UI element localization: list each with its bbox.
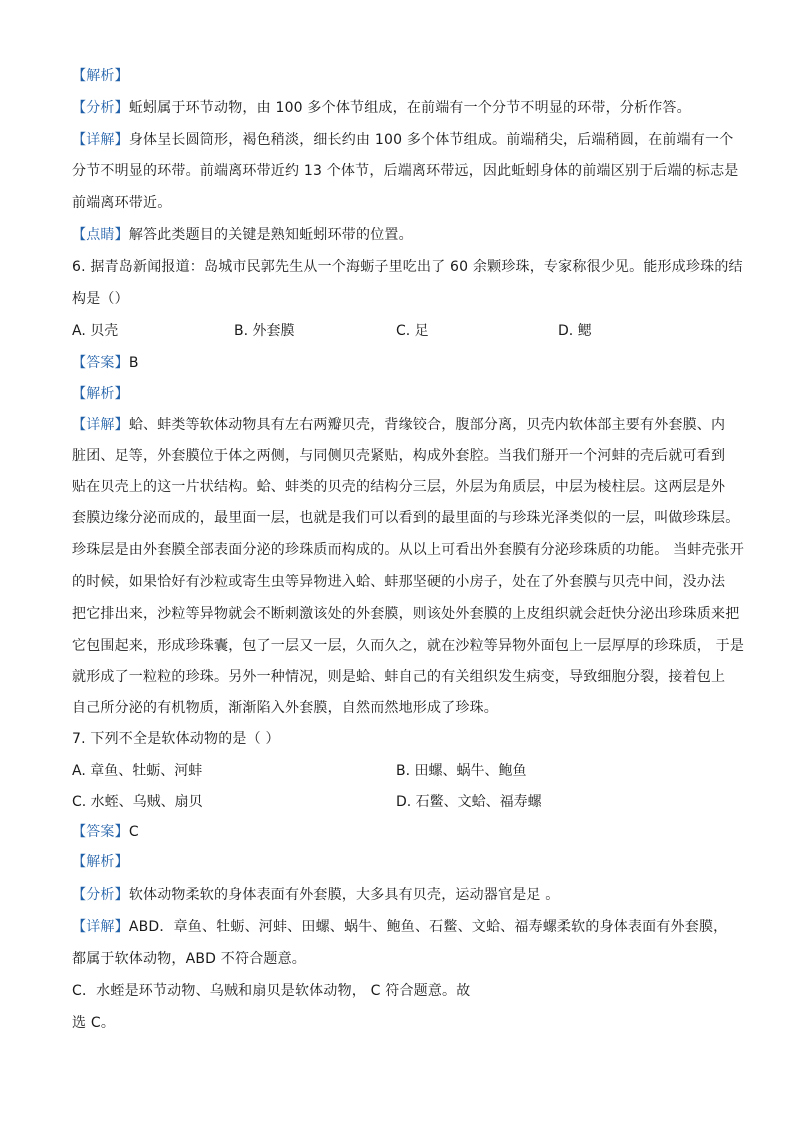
detail-line: 贴在贝壳上的这一片状结构。蛤、蚌类的贝壳的结构分三层，外层为角质层，中层为棱柱层。这两层是外 <box>72 479 726 495</box>
option-d: D. 鳃 <box>558 323 592 339</box>
question-stem: 构是（） <box>72 291 129 307</box>
detail-line: C．水蛭是环节动物、乌贼和扇贝是软体动物， C 符合题意。故 <box>72 983 471 999</box>
detail-text: 蛤、蚌类等软体动物具有左右两瓣贝壳，背缘铰合，腹部分离，贝壳内软体部主要有外套膜、内 <box>128 417 726 433</box>
detail-line: 套膜边缘分泌而成的，最里面一层，也就是我们可以看到的最里面的与珍珠光泽类似的一层，叫做珍珠层。 <box>72 510 740 526</box>
fenxi-tag: 【分析】 <box>72 100 129 116</box>
detail-line <box>72 415 726 435</box>
option-d: D. 石鳖、文蛤、福寿螺 <box>396 794 542 810</box>
detail-line <box>72 130 734 150</box>
jiexi-tag: 【解析】 <box>72 854 129 870</box>
xiangjie-tag: 【详解】 <box>72 132 129 148</box>
answer-tag: 【答案】 <box>72 355 129 371</box>
answer-value: B <box>128 355 139 371</box>
analysis-text: 软体动物柔软的身体表面有外套膜，大多具有贝壳，运动器官是足 。 <box>128 887 560 903</box>
detail-line: 就形成了一粒粒的珍珠。另外一种情况，则是蛤、蚌自己的有关组织发生病变，导致细胞分裂，接着包上 <box>72 669 726 685</box>
option-c: C. 水蛭、乌贼、扇贝 <box>72 794 203 810</box>
remark-line <box>72 225 722 245</box>
detail-line: 选 C。 <box>72 1015 116 1031</box>
option-b: B. 田螺、蜗牛、鲍鱼 <box>396 763 527 779</box>
option-a: A. 章鱼、牡蛎、河蚌 <box>72 763 203 779</box>
question-stem: 7. 下列不全是软体动物的是（ ） <box>72 731 280 747</box>
xiangjie-tag: 【详解】 <box>72 919 129 935</box>
detail-text: 身体呈长圆筒形，褐色稍淡，细长约由 100 多个体节组成。前端稍尖，后端稍圆，在前端有一个 <box>128 132 734 148</box>
analysis-text: 蚯蚓属于环节动物，由 100 多个体节组成，在前端有一个分节不明显的环带，分析作答。 <box>128 100 691 116</box>
jiexi-tag: 【解析】 <box>72 68 129 84</box>
detail-line: 自己所分泌的有机物质，渐渐陷入外套膜，自然而然地形成了珍珠。 <box>72 700 498 716</box>
jiexi-tag: 【解析】 <box>72 386 129 402</box>
detail-line: 都属于软体动物，ABD 不符合题意。 <box>72 951 307 967</box>
detail-line: 前端离环带近。 <box>72 195 172 211</box>
option-b: B. 外套膜 <box>234 323 295 339</box>
analysis-line <box>72 885 722 905</box>
xiangjie-tag: 【详解】 <box>72 417 129 433</box>
question-stem: 6. 据青岛新闻报道：岛城市民郭先生从一个海蛎子里吃出了 60 余颗珍珠，专家称很少见。能形成珍珠的结 <box>72 259 743 275</box>
detail-line: 它包围起来，形成珍珠囊，包了一层又一层，久而久之，就在沙粒等异物外面包上一层厚厚的珍珠质， 于是 <box>72 638 745 654</box>
analysis-line <box>72 98 722 118</box>
detail-text: ABD．章鱼、牡蛎、河蚌、田螺、蜗牛、鲍鱼、石鳖、文蛤、福寿螺柔软的身体表面有外套膜， <box>128 919 728 935</box>
remark-text: 解答此类题目的关键是熟知蚯蚓环带的位置。 <box>128 227 413 243</box>
detail-line: 脏团、足等，外套膜位于体之两侧，与同侧贝壳紧贴，构成外套腔。当我们掰开一个河蚌的壳后就可看到 <box>72 448 726 464</box>
dianjing-tag: 【点睛】 <box>72 227 129 243</box>
fenxi-tag: 【分析】 <box>72 887 129 903</box>
detail-line: 分节不明显的环带。前端离环带近约 13 个体节，后端离环带远，因此蚯蚓身体的前端区别于后端的标志是 <box>72 163 739 179</box>
detail-line: 珍珠层是由外套膜全部表面分泌的珍珠质而构成的。从以上可看出外套膜有分泌珍珠质的功能。 当蚌壳张开 <box>72 542 745 558</box>
answer-line <box>72 353 722 373</box>
answer-line <box>72 822 722 842</box>
detail-line <box>72 917 728 937</box>
detail-line: 把它排出来，沙粒等异物就会不断刺激该处的外套膜，则该处外套膜的上皮组织就会赶快分泌出珍珠质来把 <box>72 606 740 622</box>
answer-tag: 【答案】 <box>72 824 129 840</box>
answer-value: C <box>128 824 139 840</box>
detail-line: 的时候，如果恰好有沙粒或寄生虫等异物进入蛤、蚌那坚硬的小房子，处在了外套膜与贝壳中间，没办法 <box>72 574 726 590</box>
option-c: C. 足 <box>396 323 429 339</box>
option-a: A. 贝壳 <box>72 323 119 339</box>
